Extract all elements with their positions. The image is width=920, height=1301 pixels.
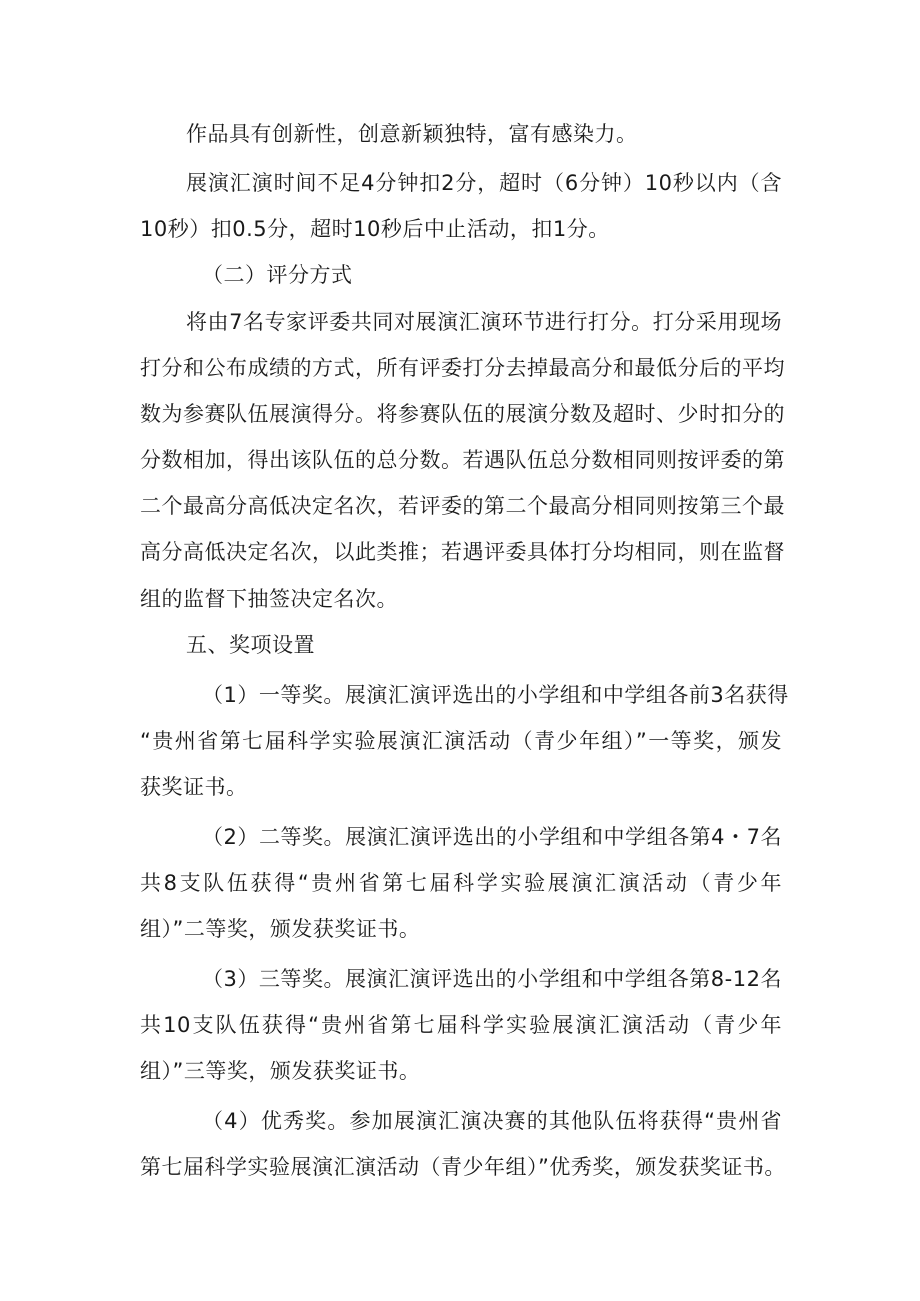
paragraph-line: （4）优秀奖。参加展演汇演决赛的其他队伍将获得“贵州省 [202, 1109, 782, 1133]
paragraph-line: （2）二等奖。展演汇演评选出的小学组和中学组各第4・7名 [202, 825, 782, 849]
paragraph-line: “贵州省第七届科学实验展演汇演活动（青少年组）”一等奖，颁发 [140, 729, 782, 753]
paragraph-line: 共8支队伍获得“贵州省第七届科学实验展演汇演活动（青少年 [140, 871, 782, 895]
section-heading: （二）评分方式 [202, 263, 353, 287]
paragraph-line: 展演汇演时间不足4分钟扣2分，超时（6分钟）10秒以内（含 [186, 171, 782, 195]
paragraph-line: 组的监督下抽签决定名次。 [140, 587, 398, 611]
paragraph-line: 高分高低决定名次，以此类推；若遇评委具体打分均相同，则在监督 [140, 540, 785, 564]
paragraph-line: 二个最高分高低决定名次，若评委的第二个最高分相同则按第三个最 [140, 494, 785, 518]
paragraph-line: 10秒）扣0.5分，超时10秒后中止活动，扣1分。 [140, 217, 610, 241]
paragraph-line: 共10支队伍获得“贵州省第七届科学实验展演汇演活动（青少年 [140, 1013, 782, 1037]
paragraph-line: 将由7名专家评委共同对展演汇演环节进行打分。打分采用现场 [186, 310, 782, 334]
paragraph-line: 组）”三等奖，颁发获奖证书。 [140, 1059, 421, 1083]
paragraph-line: 数为参赛队伍展演得分。将参赛队伍的展演分数及超时、少时扣分的 [140, 402, 785, 426]
paragraph-line: 第七届科学实验展演汇演活动（青少年组）”优秀奖，颁发获奖证书。 [140, 1155, 786, 1179]
paragraph-line: 作品具有创新性，创意新颖独特，富有感染力。 [186, 122, 638, 146]
paragraph-line: 打分和公布成绩的方式，所有评委打分去掉最高分和最低分后的平均 [140, 356, 785, 380]
section-heading: 五、奖项设置 [186, 633, 315, 657]
paragraph-line: 获奖证书。 [140, 775, 248, 799]
paragraph-line: 分数相加，得出该队伍的总分数。若遇队伍总分数相同则按评委的第 [140, 448, 785, 472]
paragraph-line: （3）三等奖。展演汇演评选出的小学组和中学组各第8-12名 [202, 967, 782, 991]
paragraph-line: 组）”二等奖，颁发获奖证书。 [140, 917, 421, 941]
paragraph-line: （1）一等奖。展演汇演评选出的小学组和中学组各前3名获得 [202, 683, 789, 707]
